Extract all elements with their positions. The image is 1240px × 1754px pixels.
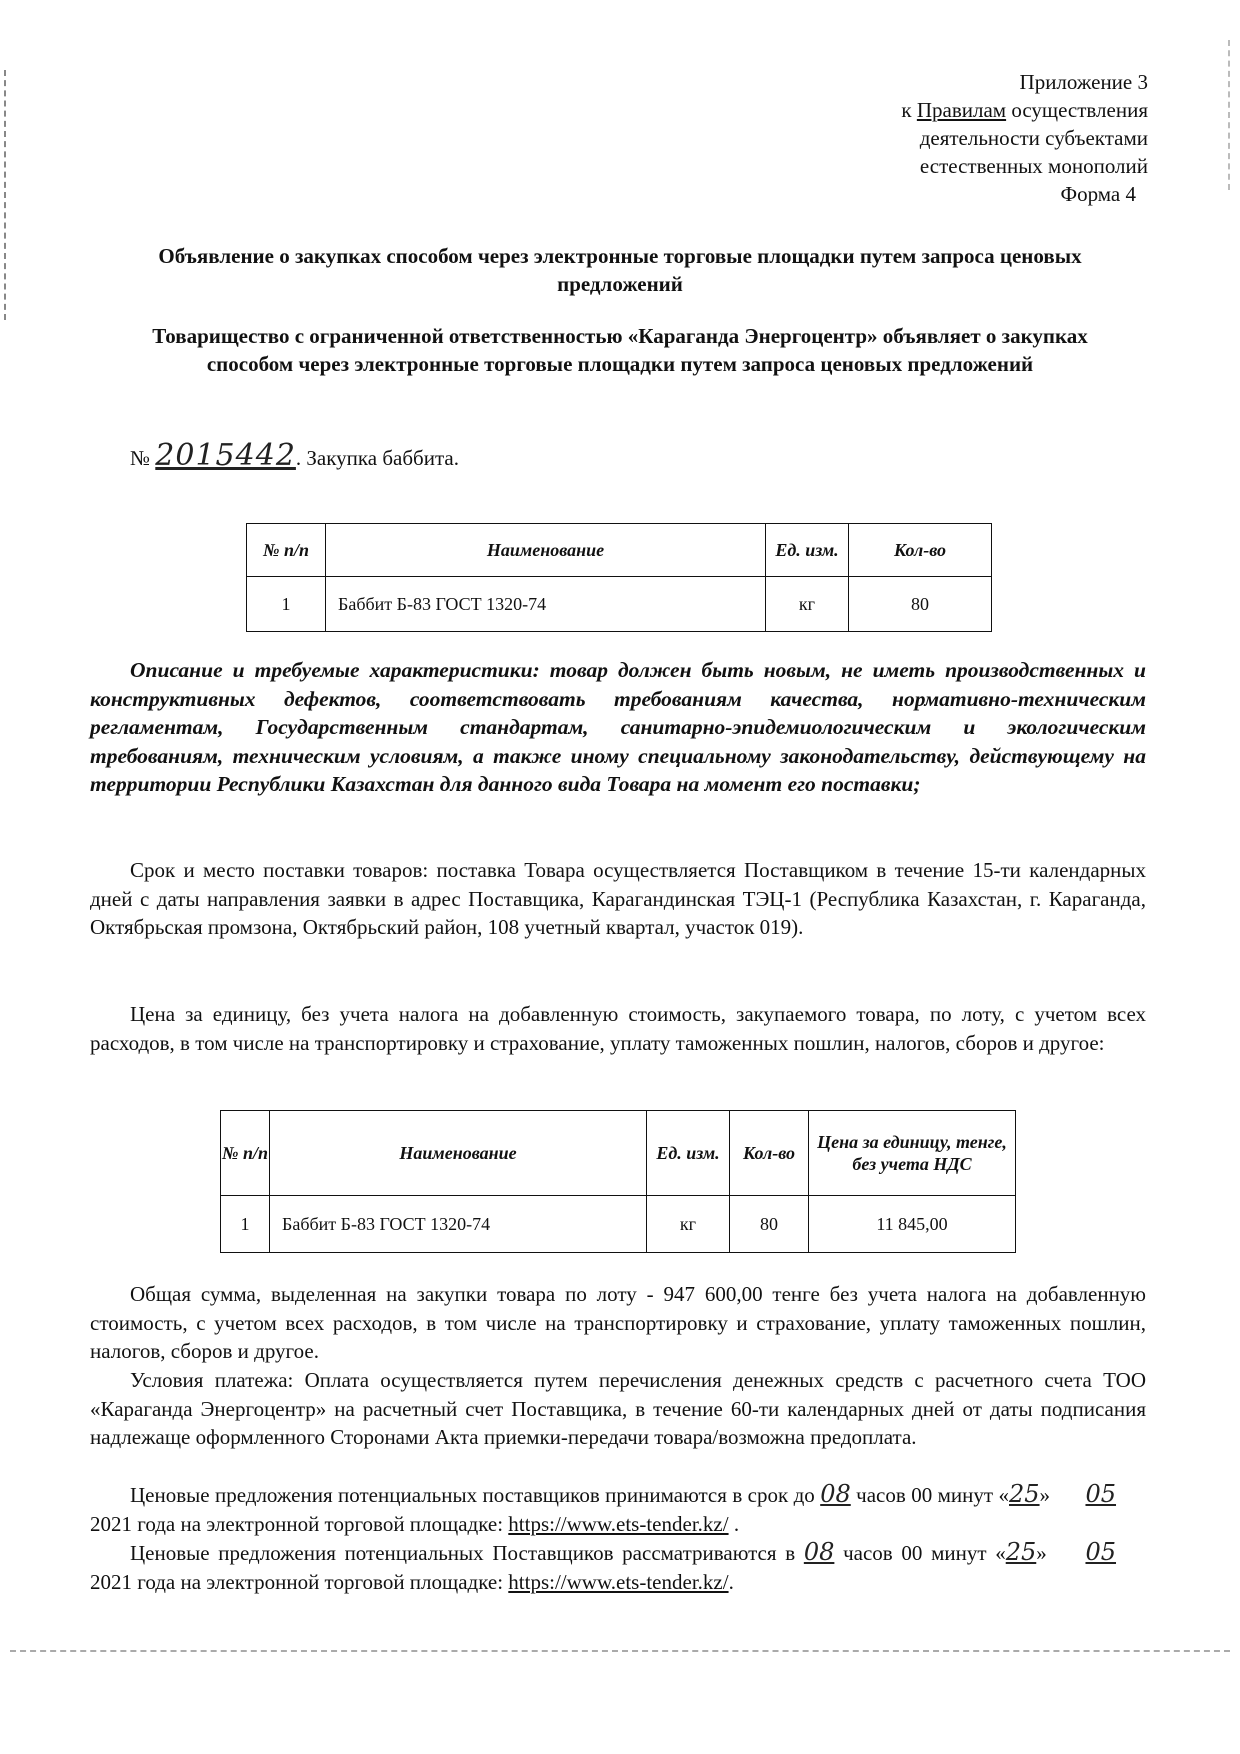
- total-paragraph: [90, 1280, 1146, 1366]
- lot-subject: . Закупка баббита.: [295, 446, 459, 470]
- col-header: № п/п: [221, 1111, 270, 1196]
- payment-text: Условия платежа: Оплата осуществляется путем перечисления денежных средств с расчетного счета ТОО «Караганда Энергоцентр» на расчетный счет Поставщика, в течение 60-ти календарных дней от даты подписания надлежаще оформленного Сторонами Акта приемки-передачи товара/возможна предоплата.: [90, 1368, 1146, 1449]
- delivery-paragraph: [90, 856, 1146, 942]
- cell-num: 1: [247, 577, 326, 632]
- offers-text: Ценовые предложения потенциальных Поставщиков рассматриваются в: [130, 1541, 804, 1565]
- offers-text: часов 00 минут «: [850, 1483, 1009, 1507]
- offers-accept: [90, 1480, 1146, 1538]
- col-header: Кол-во: [730, 1111, 809, 1196]
- description-text: Описание и требуемые характеристики: товар должен быть новым, не иметь производственных и конструктивных дефектов, соответствовать требованиям качества, нормативно-техническим регламентам, Государственным стандартам, санитарно-эпидемиологическим и экологическим требованиям, техническим условиям, а также иному специальному законодательству, действующему на территории Республики Казахстан для данного вида Товара на момент его поставки;: [90, 658, 1146, 796]
- cell-unit: кг: [647, 1196, 730, 1253]
- cell-unit: кг: [766, 577, 849, 632]
- offers-text: 2021 года на электронной торговой площадке:: [90, 1511, 509, 1536]
- accept-month-handwritten: 05: [1085, 1480, 1117, 1508]
- col-header: № п/п: [247, 524, 326, 577]
- review-month-handwritten: 05: [1085, 1538, 1117, 1566]
- col-header: Наименование: [270, 1111, 647, 1196]
- ets-tender-link[interactable]: https://www.ets-tender.kz/: [508, 1511, 729, 1536]
- offers-text: »: [1039, 1483, 1056, 1507]
- appendix-header: [901, 68, 1148, 208]
- review-hour-handwritten: 08: [803, 1538, 835, 1566]
- accept-day-handwritten: 25: [1009, 1480, 1040, 1508]
- cell-name: Баббит Б-83 ГОСТ 1320-74: [326, 577, 766, 632]
- cell-qty: 80: [730, 1196, 809, 1253]
- appendix-text: к: [901, 98, 917, 122]
- offers-text: Ценовые предложения потенциальных поставщиков принимаются в срок до: [130, 1483, 821, 1507]
- table-header-row: [221, 1111, 1016, 1196]
- table-header-row: [247, 524, 992, 577]
- table-row: [221, 1196, 1016, 1253]
- appendix-line: естественных монополий: [919, 154, 1148, 178]
- offers-paragraph: [90, 1480, 1146, 1596]
- delivery-text: Срок и место поставки товаров: поставка Товара осуществляется Поставщиком в течение 15-ти календарных дней с даты направления заявки в адрес Поставщика, Карагандинская ТЭЦ-1 (Республика Казахстан, г. Караганда, Октябрьская промзона, Октябрьский район, 108 учетный квартал, участок 019).: [90, 858, 1146, 939]
- accept-hour-handwritten: 08: [820, 1480, 851, 1508]
- scan-margin-marks-right: [1228, 40, 1232, 190]
- offers-review: [90, 1538, 1146, 1596]
- offers-text: .: [728, 1511, 740, 1536]
- col-header: Ед. изм.: [766, 524, 849, 577]
- scan-edge-line: [10, 1650, 1230, 1652]
- description-paragraph: [90, 656, 1146, 799]
- review-day-handwritten: 25: [1005, 1538, 1037, 1566]
- form-number: Форма 4: [1060, 182, 1136, 206]
- price-table: [220, 1110, 1016, 1253]
- offers-text: »: [1036, 1541, 1056, 1565]
- document-title: Объявление о закупках способом через электронные торговые площадки путем запроса ценовых предложений: [158, 244, 1082, 296]
- offers-text: .: [728, 1569, 734, 1594]
- col-header: Кол-во: [849, 524, 992, 577]
- offers-text: 2021 года на электронной торговой площадке:: [90, 1569, 509, 1594]
- items-table: [246, 523, 992, 632]
- payment-paragraph: [90, 1366, 1146, 1452]
- total-text: Общая сумма, выделенная на закупки товара по лоту - 947 600,00 тенге без учета налога на добавленную стоимость, с учетом всех расходов, в том числе на транспортировку и страхование, уплату таможенных пошлин, налогов, сборов и другое.: [90, 1282, 1146, 1363]
- appendix-line: Приложение 3: [1019, 70, 1148, 94]
- offers-text: часов 00 минут «: [834, 1541, 1006, 1565]
- lot-number-prefix: №: [130, 446, 151, 470]
- cell-num: 1: [221, 1196, 270, 1253]
- rules-link[interactable]: Правилам: [916, 98, 1007, 122]
- col-header: Наименование: [326, 524, 766, 577]
- price-intro-paragraph: [90, 1000, 1146, 1057]
- cell-qty: 80: [849, 577, 992, 632]
- col-header: Ед. изм.: [647, 1111, 730, 1196]
- col-header: Цена за единицу, тенге, без учета НДС: [809, 1111, 1016, 1196]
- company-announcement: Товарищество с ограниченной ответственностью «Караганда Энергоцентр» объявляет о закупках способом через электронные торговые площадки путем запроса ценовых предложений: [152, 324, 1088, 376]
- ets-tender-link[interactable]: https://www.ets-tender.kz/: [508, 1569, 729, 1594]
- cell-name: Баббит Б-83 ГОСТ 1320-74: [270, 1196, 647, 1253]
- appendix-line: деятельности субъектами: [919, 126, 1148, 150]
- lot-line: [130, 438, 459, 473]
- price-intro-text: Цена за единицу, без учета налога на добавленную стоимость, закупаемого товара, по лоту, с учетом всех расходов, в том числе на транспортировку и страхование, уплату таможенных пошлин, налогов, сборов и другое:: [90, 1002, 1146, 1055]
- cell-price: 11 845,00: [809, 1196, 1016, 1253]
- lot-number-handwritten: 2015442: [155, 438, 296, 473]
- appendix-text: осуществления: [1006, 98, 1148, 122]
- appendix-line: [901, 96, 1148, 124]
- scan-margin-marks: [4, 70, 9, 320]
- table-row: [247, 577, 992, 632]
